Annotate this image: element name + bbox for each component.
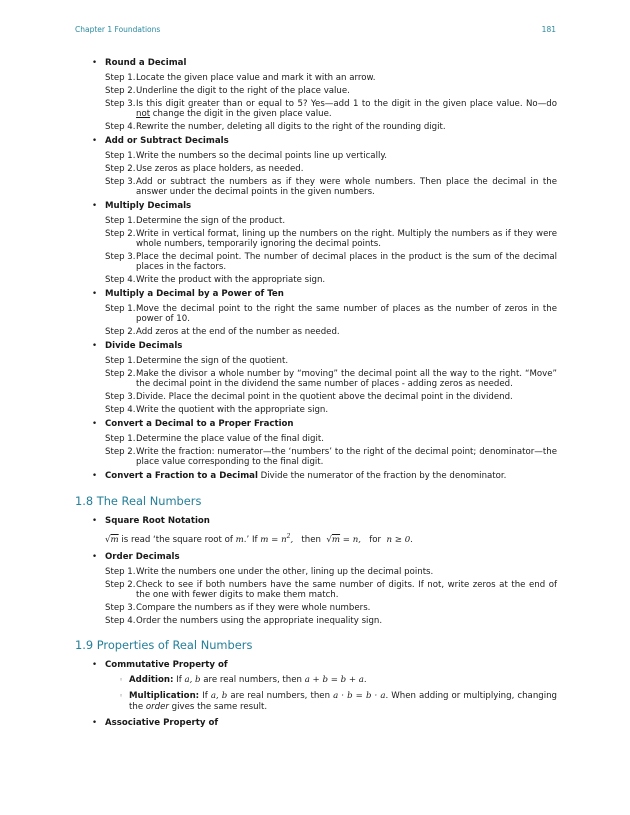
step: Step 1. Determine the place value of the final digit. (105, 434, 324, 444)
list-item (75, 718, 557, 729)
sub-item-multiplication: ◦ Multiplication: If a, b are real numbers, then a · b = b · a. When adding or multiplying, changing the order gives the same result. (75, 691, 557, 713)
step: Step 3. Is this digit greater than or equal to 5? Yes—add 1 to the digit in the given place value. No—do not change the digit in the given place value. (105, 99, 557, 119)
item-title: Add or Subtract Decimals (105, 136, 229, 146)
step: Step 4. Write the product with the appropriate sign. (105, 275, 326, 285)
item-title: Divide Decimals (105, 341, 183, 351)
step: Step 4. Order the numbers using the appropriate inequality sign. (105, 615, 383, 626)
list-item (75, 58, 557, 69)
step: Step 1. Determine the sign of the quotient. (105, 356, 289, 366)
step: Step 4. Rewrite the number, deleting all digits to the right of the rounding digit. (105, 122, 446, 132)
item-title: Convert a Decimal to a Proper Fraction (105, 419, 294, 429)
page-number: 181 (541, 25, 556, 34)
list-item: • Convert a Fraction to a Decimal Divide the numerator of the fraction by the denominator. (75, 471, 557, 482)
step: Step 1. Move the decimal point to the right the same number of places as the number of zeros in the power of 10. (105, 304, 557, 324)
step: Step 2. Underline the digit to the right of the place value. (105, 86, 350, 96)
item-title: Square Root Notation (105, 516, 210, 526)
item-title: Associative Property of (105, 717, 219, 728)
section-heading: 1.8 The Real Numbers (75, 494, 202, 508)
item-title: Multiply a Decimal by a Power of Ten (105, 289, 284, 299)
step: Step 1. Write the numbers one under the other, lining up the decimal points. (105, 566, 434, 577)
item-title: Convert a Fraction to a Decimal (105, 471, 258, 481)
item-title: Commutative Property of (105, 659, 228, 670)
item-title: Round a Decimal (105, 58, 187, 68)
item-title: Order Decimals (105, 551, 180, 562)
step: Step 3. Divide. Place the decimal point in the quotient above the decimal point in the dividend. (105, 392, 513, 402)
list-item (75, 660, 557, 671)
item-title: Multiply Decimals (105, 201, 192, 211)
step: Step 2. Use zeros as place holders, as needed. (105, 164, 304, 174)
step: Step 3. Add or subtract the numbers as if they were whole numbers. Then place the decimal in the answer under the decimal points in the given numbers. (105, 177, 557, 197)
step: Step 3. Compare the numbers as if they were whole numbers. (105, 602, 371, 613)
step: Step 1. Determine the sign of the product. (105, 216, 286, 226)
section-heading: 1.9 Properties of Real Numbers (75, 637, 253, 652)
page-header (75, 25, 556, 37)
sqrt-formula: √m is read ‘the square root of m.’ If $m = n^2$, then √m = n, for n ≥ 0. (105, 533, 413, 545)
list-item (75, 136, 557, 147)
sub-item-addition: ◦ Addition: If a, b are real numbers, then a + b = b + a. (75, 675, 557, 686)
step: Step 2. Check to see if both numbers have the same number of digits. If not, write zeros at the end of the one with fewer digits to make them match. (105, 579, 557, 600)
step: Step 2. Make the divisor a whole number by “moving” the decimal point all the way to the right. “Move” the decimal point in the dividend the same number of places - adding zeros as needed. (105, 369, 557, 389)
step: Step 2. Write the fraction: numerator—the ‘numbers’ to the right of the decimal point; denominator—the place value corresponding to the final digit. (105, 447, 557, 467)
list-item (75, 516, 557, 527)
chapter-title: Chapter 1 Foundations (75, 25, 161, 34)
step: Step 3. Place the decimal point. The number of decimal places in the product is the sum of the decimal places in the factors. (105, 252, 557, 272)
list-item (75, 419, 557, 430)
page-content (75, 58, 557, 733)
list-item (75, 289, 557, 300)
step: Step 2. Add zeros at the end of the number as needed. (105, 327, 340, 337)
list-item (75, 341, 557, 352)
step: Step 1. Locate the given place value and mark it with an arrow. (105, 73, 376, 83)
step: Step 1. Write the numbers so the decimal points line up vertically. (105, 151, 387, 161)
list-item (75, 552, 557, 563)
list-item (75, 201, 557, 212)
step: Step 2. Write in vertical format, lining up the numbers on the right. Multiply the numbers as if they were whole numbers, temporarily ignoring the decimal points. (105, 229, 557, 249)
step: Step 4. Write the quotient with the appropriate sign. (105, 405, 329, 415)
